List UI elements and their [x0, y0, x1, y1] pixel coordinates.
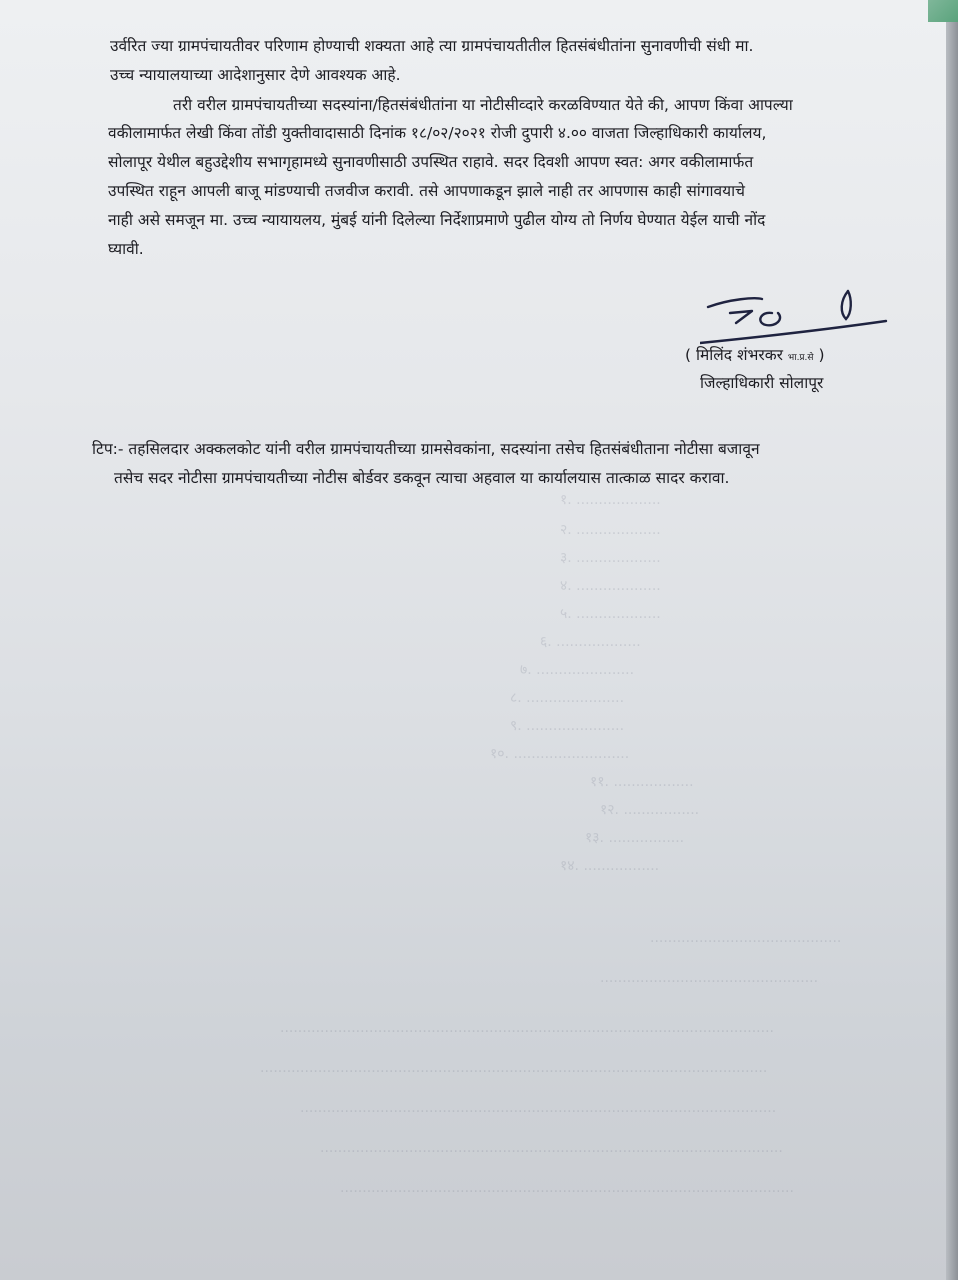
body-line-7: नाही असे समजून मा. उच्च न्यायायलय, मुंबई यांनी दिलेल्या निर्देशाप्रमाणे पुढील योग्य तो निर्णय घेण्यात येईल याची नोंद: [108, 211, 766, 229]
body-line-3: तरी वरील ग्रामपंचायतीच्या सदस्यांना/हितसंबंधीतांना या नोटीसीव्दारे करळविण्यात येते की, आपण किंवा आपल्या: [173, 96, 793, 114]
body-line-1: उर्वरित ज्या ग्रामपंचायतीवर परिणाम होण्याची शक्यता आहे त्या ग्रामपंचायतीतील हितसंबंधीतांना सुनावणीची संधी मा.: [110, 37, 754, 55]
body-line-5: सोलापूर येथील बहुउद्देशीय सभागृहामध्ये सुनावणीसाठी उपस्थित राहावे. सदर दिवशी आपण स्वत: अगर वकीलामार्फत: [108, 153, 754, 171]
body-line-2: उच्च न्यायालयाच्या आदेशानुसार देणे आवश्यक आहे.: [110, 66, 401, 84]
note-line-1: टिप:- तहसिलदार अक्कलकोट यांनी वरील ग्रामपंचायतीच्या ग्रामसेवकांना, सदस्यांना तसेच हितसंबंधीताना नोटीसा बजावून: [92, 440, 760, 458]
signatory-suffix: भा.प्र.से: [787, 353, 814, 363]
body-line-4: वकीलामार्फत लेखी किंवा तोंडी युक्तीवादासाठी दिनांक १८/०२/२०२१ रोजी दुपारी ४.०० वाजता जिल्हाधिकारी कार्यालय,: [108, 124, 767, 142]
background-green-corner: [928, 0, 958, 22]
body-line-8: घ्यावी.: [108, 240, 144, 258]
signatory-name: ( मिलिंद शंभरकर भा.प्र.से ): [685, 346, 825, 364]
page-edge-shadow: [946, 0, 958, 1280]
document-page: १. ................... २. ................... ३. ................... ४. ................... ५. ................... ६. ................... ७. ...................... ८. ...................... ९. ...................... १०. .......................... ११. .................. १२. ................. १३. ................. १४. ................. ........................................... ................................................. ............................................................................................................... .................................................................................................................. ........................................................................................................... ........................................................................................................ ...................................................................................................... उर्वरित ज्या ग्रामपंचायतीवर परिणाम होण्याची शक्यता आहे त्या ग्रामपंचायतीतील हितसंबंधीतांना सुनावणीची संधी मा. उच्च न्यायालयाच्या आदेशानुसार देणे आवश्यक आहे. तरी वरील ग्रामपंचायतीच्या सदस्यांना/हितसंबंधीतांना या नोटीसीव्दारे करळविण्यात येते की, आपण किंवा आपल्या वकीलामार्फत लेखी किंवा तोंडी युक्तीवादासाठी दिनांक १८/०२/२०२१ रोजी दुपारी ४.०० वाजता जिल्हाधिकारी कार्यालय, सोलापूर येथील बहुउद्देशीय सभागृहामध्ये सुनावणीसाठी उपस्थित राहावे. सदर दिवशी आपण स्वत: अगर वकीलामार्फत उपस्थित राहून आपली बाजू मांडण्याची तजवीज करावी. तसे आपणाकडून झाले नाही तर आपणास काही सांगावयाचे नाही असे समजून मा. उच्च न्यायायलय, मुंबई यांनी दिलेल्या निर्देशाप्रमाणे पुढील योग्य तो निर्णय घेण्यात येईल याची नोंद घ्यावी. ( मिलिंद शंभरकर भा.प्र.से ) जिल्हाधिकारी सोलापूर टिप:- तहसिलदार अक्कलकोट यांनी वरील ग्रामपंचायतीच्या ग्रामसेवकांना, सदस्यांना तसेच हितसंबंधीताना नोटीसा बजावून तसेच सदर नोटीसा ग्रामपंचायतीच्या नोटीस बोर्डवर डकवून त्याचा अहवाल या कार्यालयास तात्काळ सादर करावा.: [0, 0, 946, 1280]
signatory-designation: जिल्हाधिकारी सोलापूर: [700, 374, 824, 392]
note-line-2: तसेच सदर नोटीसा ग्रामपंचायतीच्या नोटीस बोर्डवर डकवून त्याचा अहवाल या कार्यालयास तात्काळ सादर करावा.: [114, 469, 730, 487]
body-line-6: उपस्थित राहून आपली बाजू मांडण्याची तजवीज करावी. तसे आपणाकडून झाले नाही तर आपणास काही सांगावयाचे: [108, 182, 746, 200]
